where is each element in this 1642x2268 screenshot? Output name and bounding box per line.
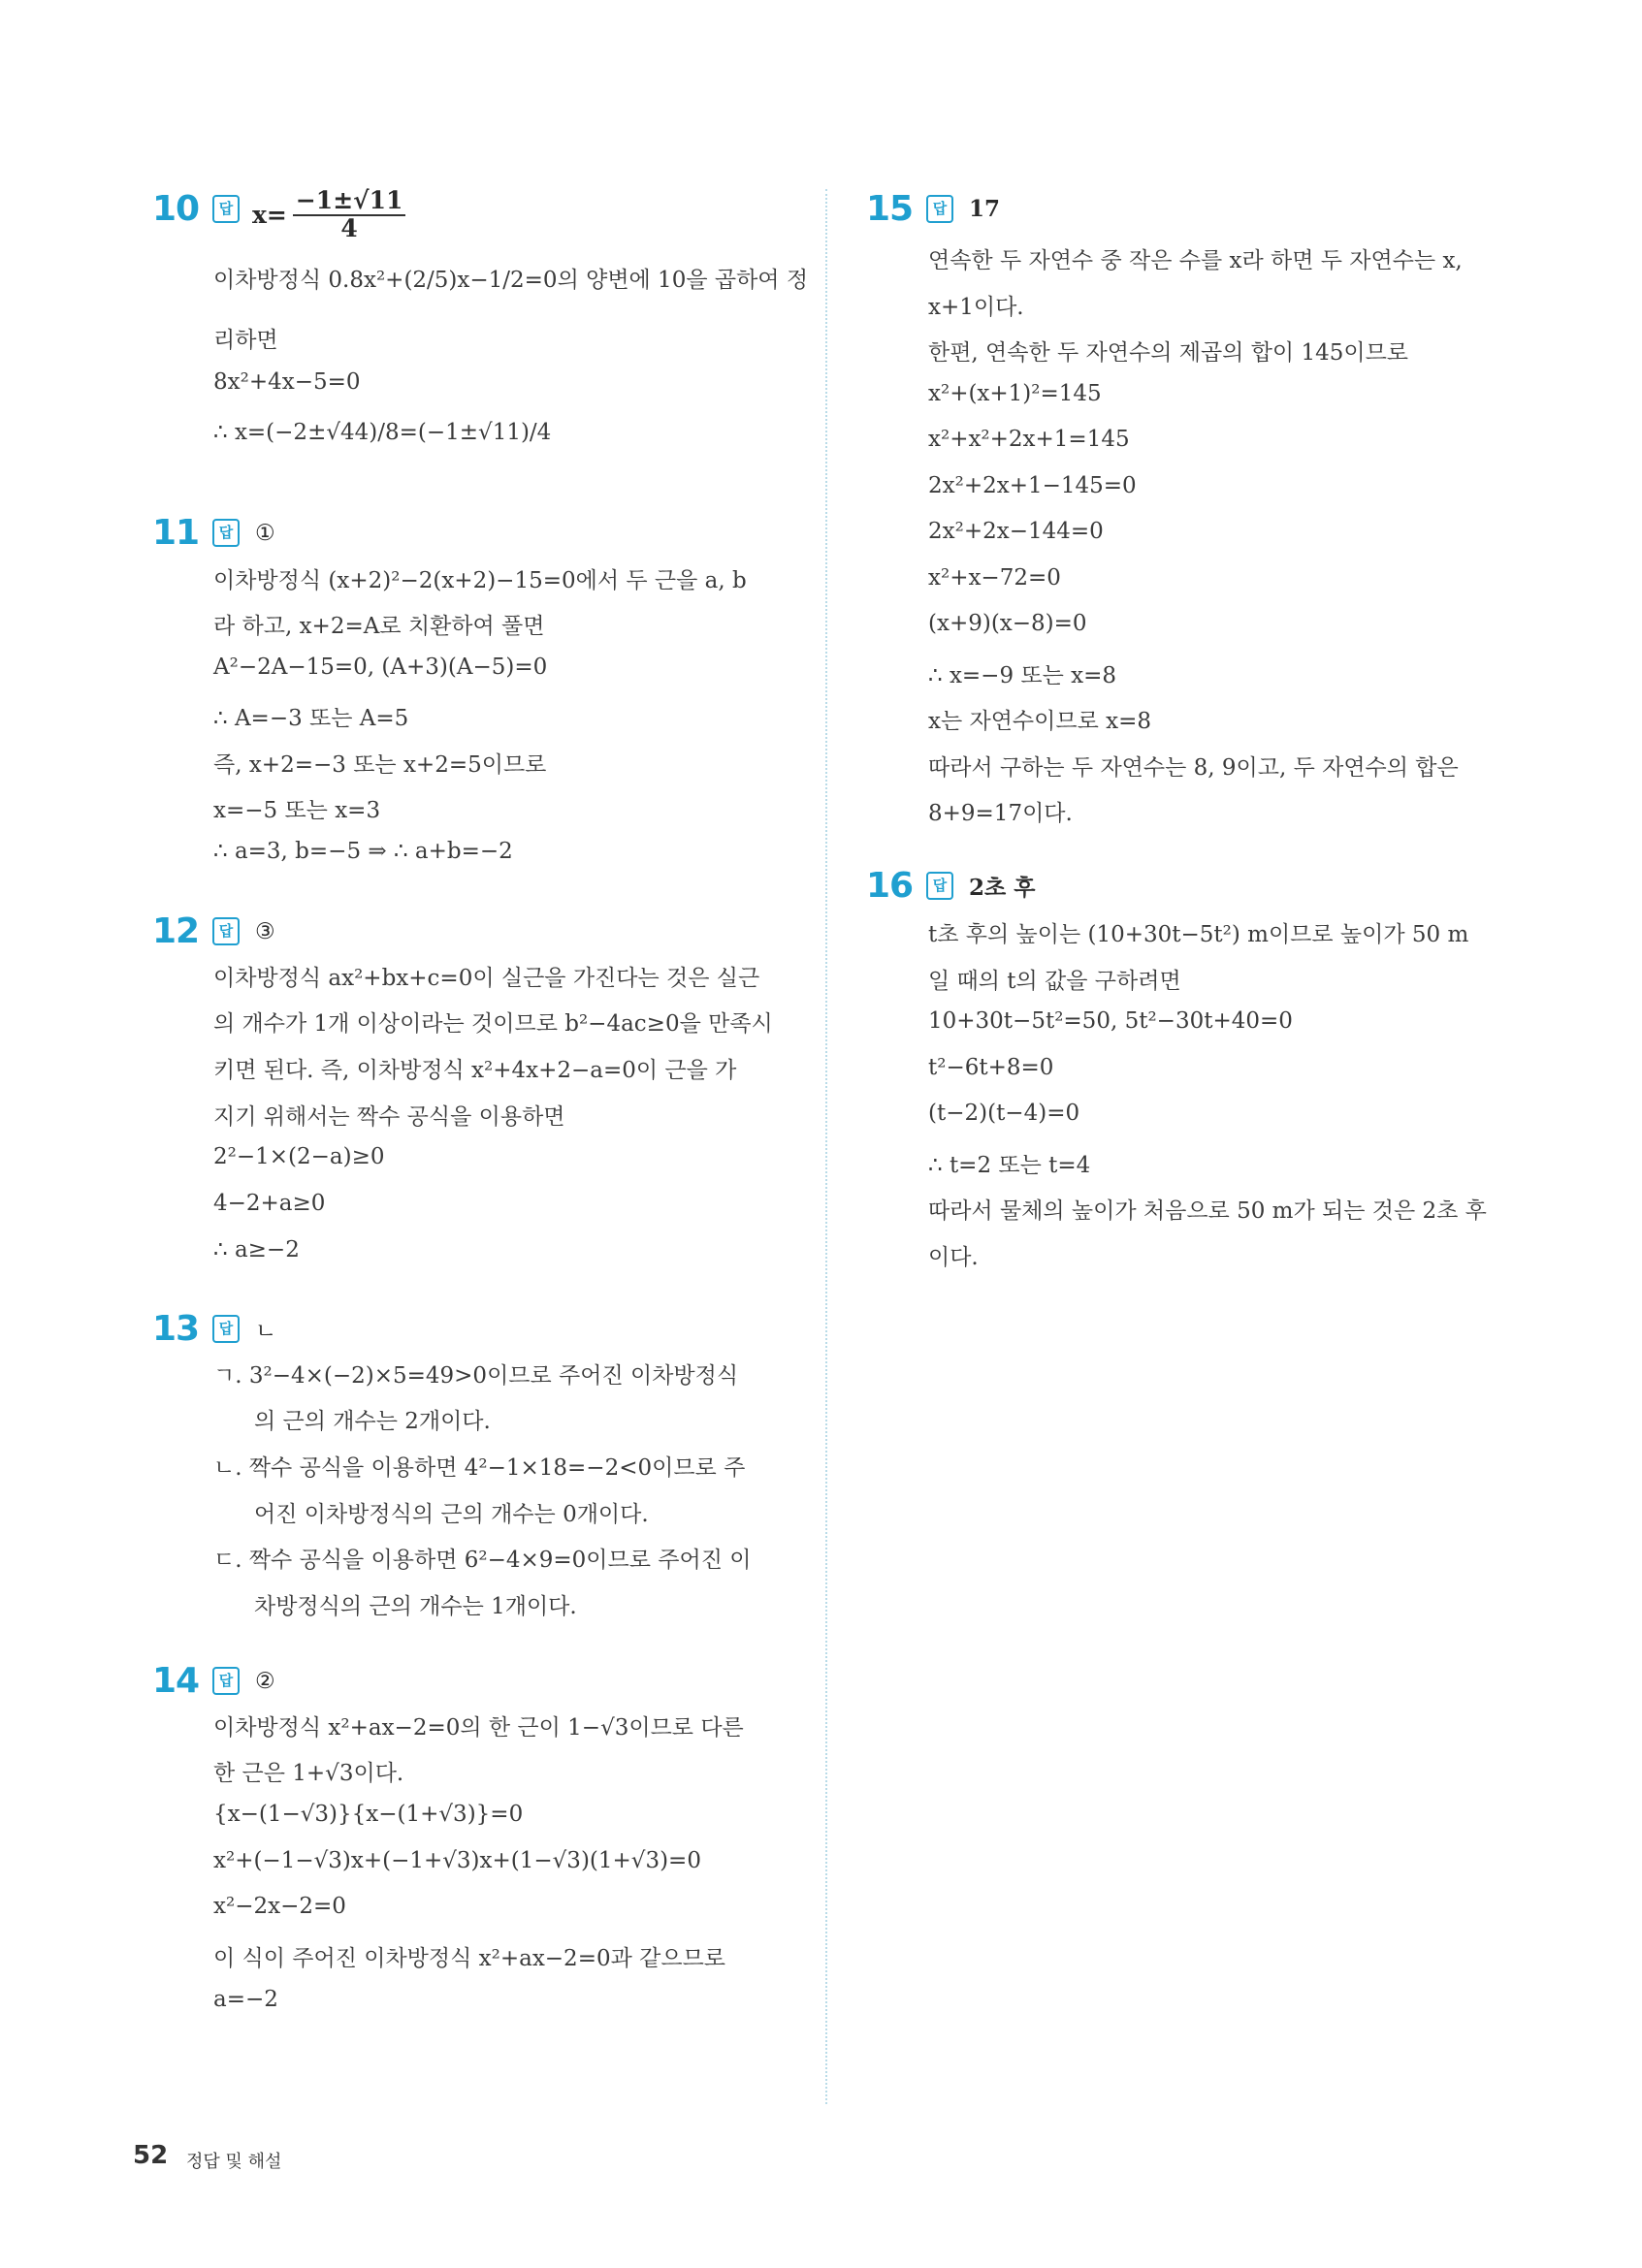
q12-line-5: 2²−1×(2−a)≥0 <box>213 1144 385 1169</box>
q12-line-1: 이차방정식 ax²+bx+c=0이 실근을 가진다는 것은 실근 <box>213 966 760 991</box>
answer-value: ㄴ <box>255 1319 277 1344</box>
column-divider <box>825 189 827 2104</box>
q14-line-7: a=−2 <box>213 1987 278 2012</box>
question-16-header <box>866 866 1035 906</box>
q11-line-4: ∴ A=−3 또는 A=5 <box>213 706 409 731</box>
q12-line-4: 지기 위해서는 짝수 공식을 이용하면 <box>213 1104 565 1130</box>
fraction-denominator: 4 <box>340 214 358 242</box>
answer-value: 17 <box>969 196 1001 222</box>
footer-title: 정답 및 해설 <box>186 2152 282 2172</box>
answer-lhs: x= <box>252 200 287 229</box>
question-10-answer <box>252 187 405 241</box>
q16-line-3: 10+30t−5t²=50, 5t²−30t+40=0 <box>928 1008 1293 1034</box>
question-number: 12 <box>152 911 200 951</box>
question-14-header <box>152 1661 275 1701</box>
answer-badge: 답 <box>212 195 240 223</box>
q13-line-4: 어진 이차방정식의 근의 개수는 0개이다. <box>254 1502 649 1527</box>
q15-line-10: ∴ x=−9 또는 x=8 <box>928 663 1117 688</box>
q16-line-7: 따라서 물체의 높이가 처음으로 50 m가 되는 것은 2초 후 <box>928 1198 1487 1224</box>
q10-line-4: ∴ x=(−2±√44)/8=(−1±√11)/4 <box>213 420 552 445</box>
q14-line-2: 한 근은 1+√3이다. <box>213 1761 404 1786</box>
question-number: 10 <box>152 189 200 229</box>
question-11-header <box>152 513 275 553</box>
q10-line-2: 리하면 <box>213 328 278 353</box>
fraction-numerator: −1±√11 <box>293 187 406 216</box>
answer-value: ① <box>255 520 275 546</box>
q16-line-2: 일 때의 t의 값을 구하려면 <box>928 969 1181 994</box>
q11-line-3: A²−2A−15=0, (A+3)(A−5)=0 <box>213 655 548 680</box>
q11-line-5: 즉, x+2=−3 또는 x+2=5이므로 <box>213 752 547 778</box>
q16-line-8: 이다. <box>928 1245 979 1270</box>
question-15-header <box>866 189 1000 229</box>
q13-line-6: 차방정식의 근의 개수는 1개이다. <box>254 1594 577 1619</box>
question-13-header <box>152 1309 276 1349</box>
question-number: 11 <box>152 513 200 553</box>
q16-line-6: ∴ t=2 또는 t=4 <box>928 1153 1091 1178</box>
q15-line-2: x+1이다. <box>928 295 1024 320</box>
q11-line-2: 라 하고, x+2=A로 치환하여 풀면 <box>213 614 545 639</box>
q13-line-2: 의 근의 개수는 2개이다. <box>254 1409 491 1434</box>
q14-line-4: x²+(−1−√3)x+(−1+√3)x+(1−√3)(1+√3)=0 <box>213 1848 701 1873</box>
question-number: 13 <box>152 1309 200 1349</box>
q11-line-1: 이차방정식 (x+2)²−2(x+2)−15=0에서 두 근을 a, b <box>213 568 747 593</box>
q13-line-3: ㄴ. 짝수 공식을 이용하면 4²−1×18=−2<0이므로 주 <box>213 1455 746 1481</box>
q12-line-6: 4−2+a≥0 <box>213 1191 326 1216</box>
q16-line-5: (t−2)(t−4)=0 <box>928 1101 1080 1126</box>
answer-badge: 답 <box>926 872 953 900</box>
q15-line-6: 2x²+2x+1−145=0 <box>928 473 1137 498</box>
q14-line-6: 이 식이 주어진 이차방정식 x²+ax−2=0과 같으므로 <box>213 1946 725 1971</box>
q15-line-8: x²+x−72=0 <box>928 565 1061 591</box>
q15-line-12: 따라서 구하는 두 자연수는 8, 9이고, 두 자연수의 합은 <box>928 755 1459 781</box>
answer-badge: 답 <box>926 195 953 223</box>
q11-line-6: x=−5 또는 x=3 <box>213 798 381 823</box>
answer-badge: 답 <box>212 917 240 945</box>
answer-fraction <box>293 187 406 241</box>
q15-line-1: 연속한 두 자연수 중 작은 수를 x라 하면 두 자연수는 x, <box>928 248 1463 273</box>
q10-line-3: 8x²+4x−5=0 <box>213 369 361 395</box>
answer-value: ② <box>255 1668 275 1694</box>
answer-badge: 답 <box>212 1315 240 1343</box>
q15-line-5: x²+x²+2x+1=145 <box>928 427 1130 452</box>
q15-line-7: 2x²+2x−144=0 <box>928 519 1104 544</box>
q15-line-11: x는 자연수이므로 x=8 <box>928 709 1151 734</box>
q15-line-9: (x+9)(x−8)=0 <box>928 611 1087 636</box>
question-number: 14 <box>152 1661 200 1701</box>
q12-line-7: ∴ a≥−2 <box>213 1237 300 1262</box>
q16-line-1: t초 후의 높이는 (10+30t−5t²) m이므로 높이가 50 m <box>928 922 1469 947</box>
q14-line-1: 이차방정식 x²+ax−2=0의 한 근이 1−√3이므로 다른 <box>213 1715 744 1741</box>
question-10-header <box>152 189 255 229</box>
page-number: 52 <box>133 2141 169 2170</box>
q13-line-5: ㄷ. 짝수 공식을 이용하면 6²−4×9=0이므로 주어진 이 <box>213 1548 752 1573</box>
q12-line-2: 의 개수가 1개 이상이라는 것이므로 b²−4ac≥0을 만족시 <box>213 1011 773 1037</box>
q12-line-3: 키면 된다. 즉, 이차방정식 x²+4x+2−a=0이 근을 가 <box>213 1058 737 1083</box>
answer-value: 2초 후 <box>969 875 1036 901</box>
q15-line-13: 8+9=17이다. <box>928 801 1073 826</box>
q14-line-3: {x−(1−√3)}{x−(1+√3)}=0 <box>213 1802 524 1827</box>
question-number: 16 <box>866 866 914 906</box>
answer-badge: 답 <box>212 519 240 547</box>
q15-line-3: 한편, 연속한 두 자연수의 제곱의 합이 145이므로 <box>928 340 1409 366</box>
q14-line-5: x²−2x−2=0 <box>213 1894 346 1919</box>
answer-value: ③ <box>255 918 275 944</box>
answer-badge: 답 <box>212 1667 240 1695</box>
question-12-header <box>152 911 275 951</box>
q13-line-1: ㄱ. 3²−4×(−2)×5=49>0이므로 주어진 이차방정식 <box>213 1363 739 1389</box>
q10-line-1: 이차방정식 0.8x²+(2/5)x−1/2=0의 양변에 10을 곱하여 정 <box>213 268 809 293</box>
q11-line-7: ∴ a=3, b=−5 ⇒ ∴ a+b=−2 <box>213 839 513 864</box>
question-number: 15 <box>866 189 914 229</box>
q16-line-4: t²−6t+8=0 <box>928 1055 1054 1080</box>
q15-line-4: x²+(x+1)²=145 <box>928 381 1102 406</box>
